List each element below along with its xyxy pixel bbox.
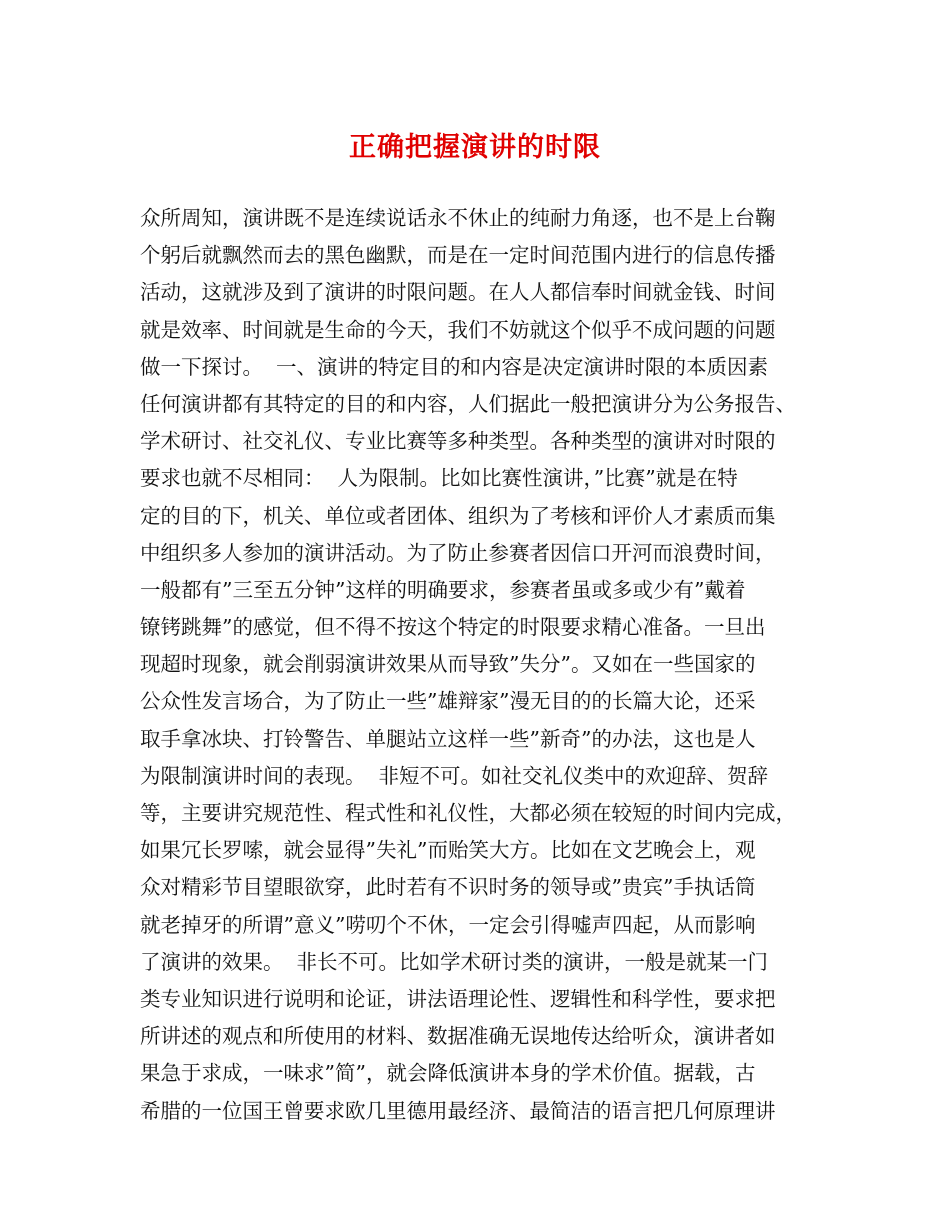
body-line: 就老掉牙的所谓”意义”唠叨个不休，一定会引得嘘声四起，从而影响 (140, 912, 756, 937)
body-line: 就是效率、时间就是生命的今天，我们不妨就这个似乎不成问题的问题 (140, 317, 776, 342)
body-line: 个躬后就飘然而去的黑色幽默，而是在一定时间范围内进行的信息传播 (140, 243, 776, 268)
body-line: 了演讲的效果。 非长不可。比如学术研讨类的演讲，一般是就某一门 (140, 949, 769, 974)
body-line: 希腊的一位国王曾要求欧几里德用最经济、最简洁的语言把几何原理讲 (140, 1098, 776, 1123)
body-line: 做一下探讨。 一、演讲的特定目的和内容是决定演讲时限的本质因素 (140, 354, 769, 379)
body-line: 现超时现象，就会削弱演讲效果从而导致”失分”。又如在一些国家的 (140, 652, 756, 677)
body-line: 活动，这就涉及到了演讲的时限问题。在人人都信奉时间就金钱、时间 (140, 280, 776, 305)
body-line: 众对精彩节目望眼欲穿，此时若有不识时务的领导或”贵宾”手执话筒 (140, 875, 756, 900)
body-line: 为限制演讲时间的表现。 非短不可。如社交礼仪类中的欢迎辞、贺辞 (140, 763, 769, 788)
body-line: 所讲述的观点和所使用的材料、数据准确无误地传达给听众，演讲者如 (140, 1024, 776, 1049)
body-line: 学术研讨、社交礼仪、专业比赛等多种类型。各种类型的演讲对时限的 (140, 429, 776, 454)
body-line: 果急于求成，一味求”简”，就会降低演讲本身的学术价值。据载，古 (140, 1061, 756, 1086)
document-title: 正确把握演讲的时限 (349, 132, 601, 163)
body-line: 取手拿冰块、打铃警告、单腿站立这样一些”新奇”的办法，这也是人 (140, 726, 756, 751)
body-line: 一般都有”三至五分钟”这样的明确要求，参赛者虽或多或少有”戴着 (140, 577, 746, 602)
body-line: 中组织多人参加的演讲活动。为了防止参赛者因信口开河而浪费时间， (140, 540, 776, 565)
body-line: 类专业知识进行说明和论证，讲法语理论性、逻辑性和科学性，要求把 (140, 986, 776, 1011)
body-line: 要求也就不尽相同： 人为限制。比如比赛性演讲，”比赛”就是在特 (140, 466, 738, 491)
document-body (140, 200, 830, 1130)
body-line: 定的目的下，机关、单位或者团体、组织为了考核和评价人才素质而集 (140, 503, 776, 528)
body-line: 等，主要讲究规范性、程式性和礼仪性，大都必须在较短的时间内完成， (140, 801, 796, 825)
body-line: 众所周知，演讲既不是连续说话永不休止的纯耐力角逐，也不是上台鞠 (140, 206, 776, 230)
body-line: 如果冗长罗嗦，就会显得”失礼”而贻笑大方。比如在文艺晚会上，观 (140, 838, 756, 863)
body-line: 镣铐跳舞”的感觉，但不得不按这个特定的时限要求精心准备。一旦出 (140, 615, 766, 640)
body-line: 任何演讲都有其特定的目的和内容，人们据此一般把演讲分为公务报告、 (140, 391, 796, 416)
body-line: 公众性发言场合，为了防止一些”雄辩家”漫无目的的长篇大论，还采 (140, 689, 756, 714)
